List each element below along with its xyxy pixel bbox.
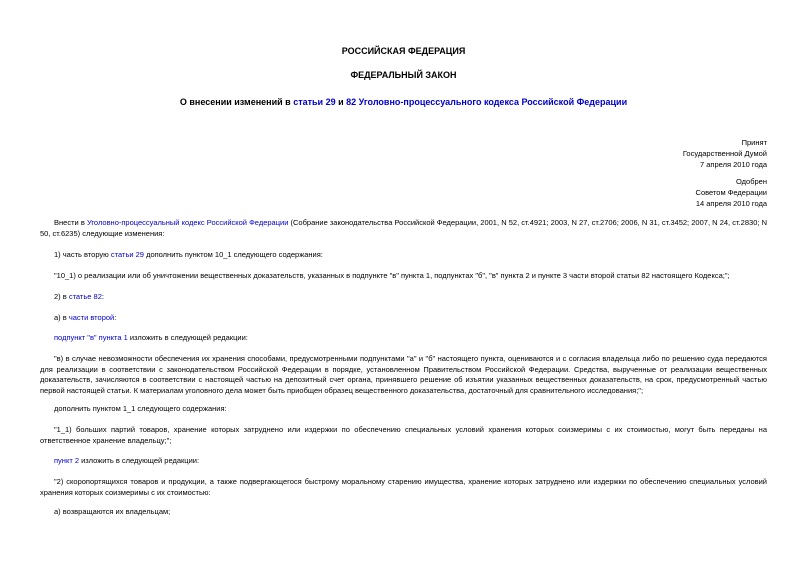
accepted-by: Государственной Думой xyxy=(682,149,767,158)
p4-text-post: : xyxy=(114,313,117,322)
p4-text-pre: а) в xyxy=(54,313,69,322)
title-text-mid: и xyxy=(335,97,347,107)
approved-by: Советом Федерации xyxy=(695,188,767,197)
paragraph-7: дополнить пунктом 1_1 следующего содержания: xyxy=(54,404,227,413)
paragraph-11: а) возвращаются их владельцам; xyxy=(54,507,171,516)
paragraph-10: "2) скоропортящихся товаров и продукции, а также подвергающегося быстрому моральному старению имущества, хранение которых затруднено или издержки по обеспечению специальных условий хранения которых соизмеримы с их стоимостью: xyxy=(40,477,767,497)
title-link-article-29[interactable]: статьи 29 xyxy=(293,97,336,107)
paragraph-4 xyxy=(40,313,767,324)
p1-text-post: дополнить пунктом 10_1 следующего содержания: xyxy=(143,250,323,259)
intro-paragraph xyxy=(40,218,767,239)
country-heading: РОССИЙСКАЯ ФЕДЕРАЦИЯ xyxy=(341,46,466,56)
law-title xyxy=(0,97,807,107)
approved-date: 14 апреля 2010 года xyxy=(695,199,767,208)
paragraph-5 xyxy=(40,333,767,344)
accepted-date: 7 апреля 2010 года xyxy=(700,160,767,169)
approved-label: Одобрен xyxy=(736,177,767,186)
paragraph-3 xyxy=(40,292,767,303)
p9-text-post: изложить в следующей редакции: xyxy=(79,456,200,465)
adoption-duma-block xyxy=(683,137,767,170)
title-text-pre: О внесении изменений в xyxy=(179,97,294,107)
adoption-council-block xyxy=(696,176,767,209)
paragraph-9 xyxy=(40,456,767,467)
p1-article-29-link[interactable]: статьи 29 xyxy=(110,250,144,259)
law-type-heading: ФЕДЕРАЛЬНЫЙ ЗАКОН xyxy=(350,70,457,80)
p3-article-82-link[interactable]: статье 82 xyxy=(68,292,102,301)
p9-point-2-link[interactable]: пункт 2 xyxy=(54,456,80,465)
intro-text-pre: Внести в xyxy=(54,218,87,227)
p3-text-pre: 2) в xyxy=(54,292,69,301)
p1-text-pre: 1) часть вторую xyxy=(54,250,111,259)
paragraph-8: "1_1) больших партий товаров, хранение которых затруднено или издержки по обеспечению специальных условий хранения которых соизмеримы с их стоимостью, могут быть переданы на ответственное хранение владельцу;"; xyxy=(40,425,767,445)
accepted-label: Принят xyxy=(741,138,767,147)
intro-text-post: (Собрание законодательства Российской Федерации, 2001, N 52, ст.4921; 2003, N 27, ст.2706; 2006, N 31, ст.3452; 2007, N 24, ст.2830; N 50, ст.6235) следующие изменения: xyxy=(40,218,767,238)
p3-text-post: : xyxy=(101,292,104,301)
paragraph-1 xyxy=(40,250,767,261)
title-link-code[interactable]: Уголовно-процессуального кодекса Российской Федерации xyxy=(358,97,628,107)
intro-code-link[interactable]: Уголовно-процессуальный кодекс Российской Федерации xyxy=(86,218,289,227)
paragraph-6: "в) в случае невозможности обеспечения их хранения способами, предусмотренными подпунктами "а" и "б" настоящего пункта, оцениваются и с согласия владельца либо по решению суда передаются для реализации в соответствии с законодательством Российской Федерации в порядке, установленном Правительством Российской Федерации. Средства, вырученные от реализации вещественных доказательств, зачисляются в соответствии с настоящей частью на депозитный счет органа, принявшего решение об изъятии указанных вещественных доказательств, на срок, предусмотренный частью первой настоящей статьи. К материалам уголовного дела может быть приобщен образец вещественного доказательства, достаточный для сравнительного исследования;"; xyxy=(40,354,767,395)
p5-subpoint-link[interactable]: подпункт "в" пункта 1 xyxy=(54,333,128,342)
p4-part-two-link[interactable]: части второй xyxy=(68,313,115,322)
title-link-article-82[interactable]: 82 xyxy=(346,97,357,107)
paragraph-2: "10_1) о реализации или об уничтожении вещественных доказательств, указанных в подпункте "в" пункта 1, подпунктах "б", "в" пункта 2 и пункте 3 части второй статьи 82 настоящего Кодекса;"; xyxy=(54,271,730,280)
p5-text-post: изложить в следующей редакции: xyxy=(127,333,248,342)
